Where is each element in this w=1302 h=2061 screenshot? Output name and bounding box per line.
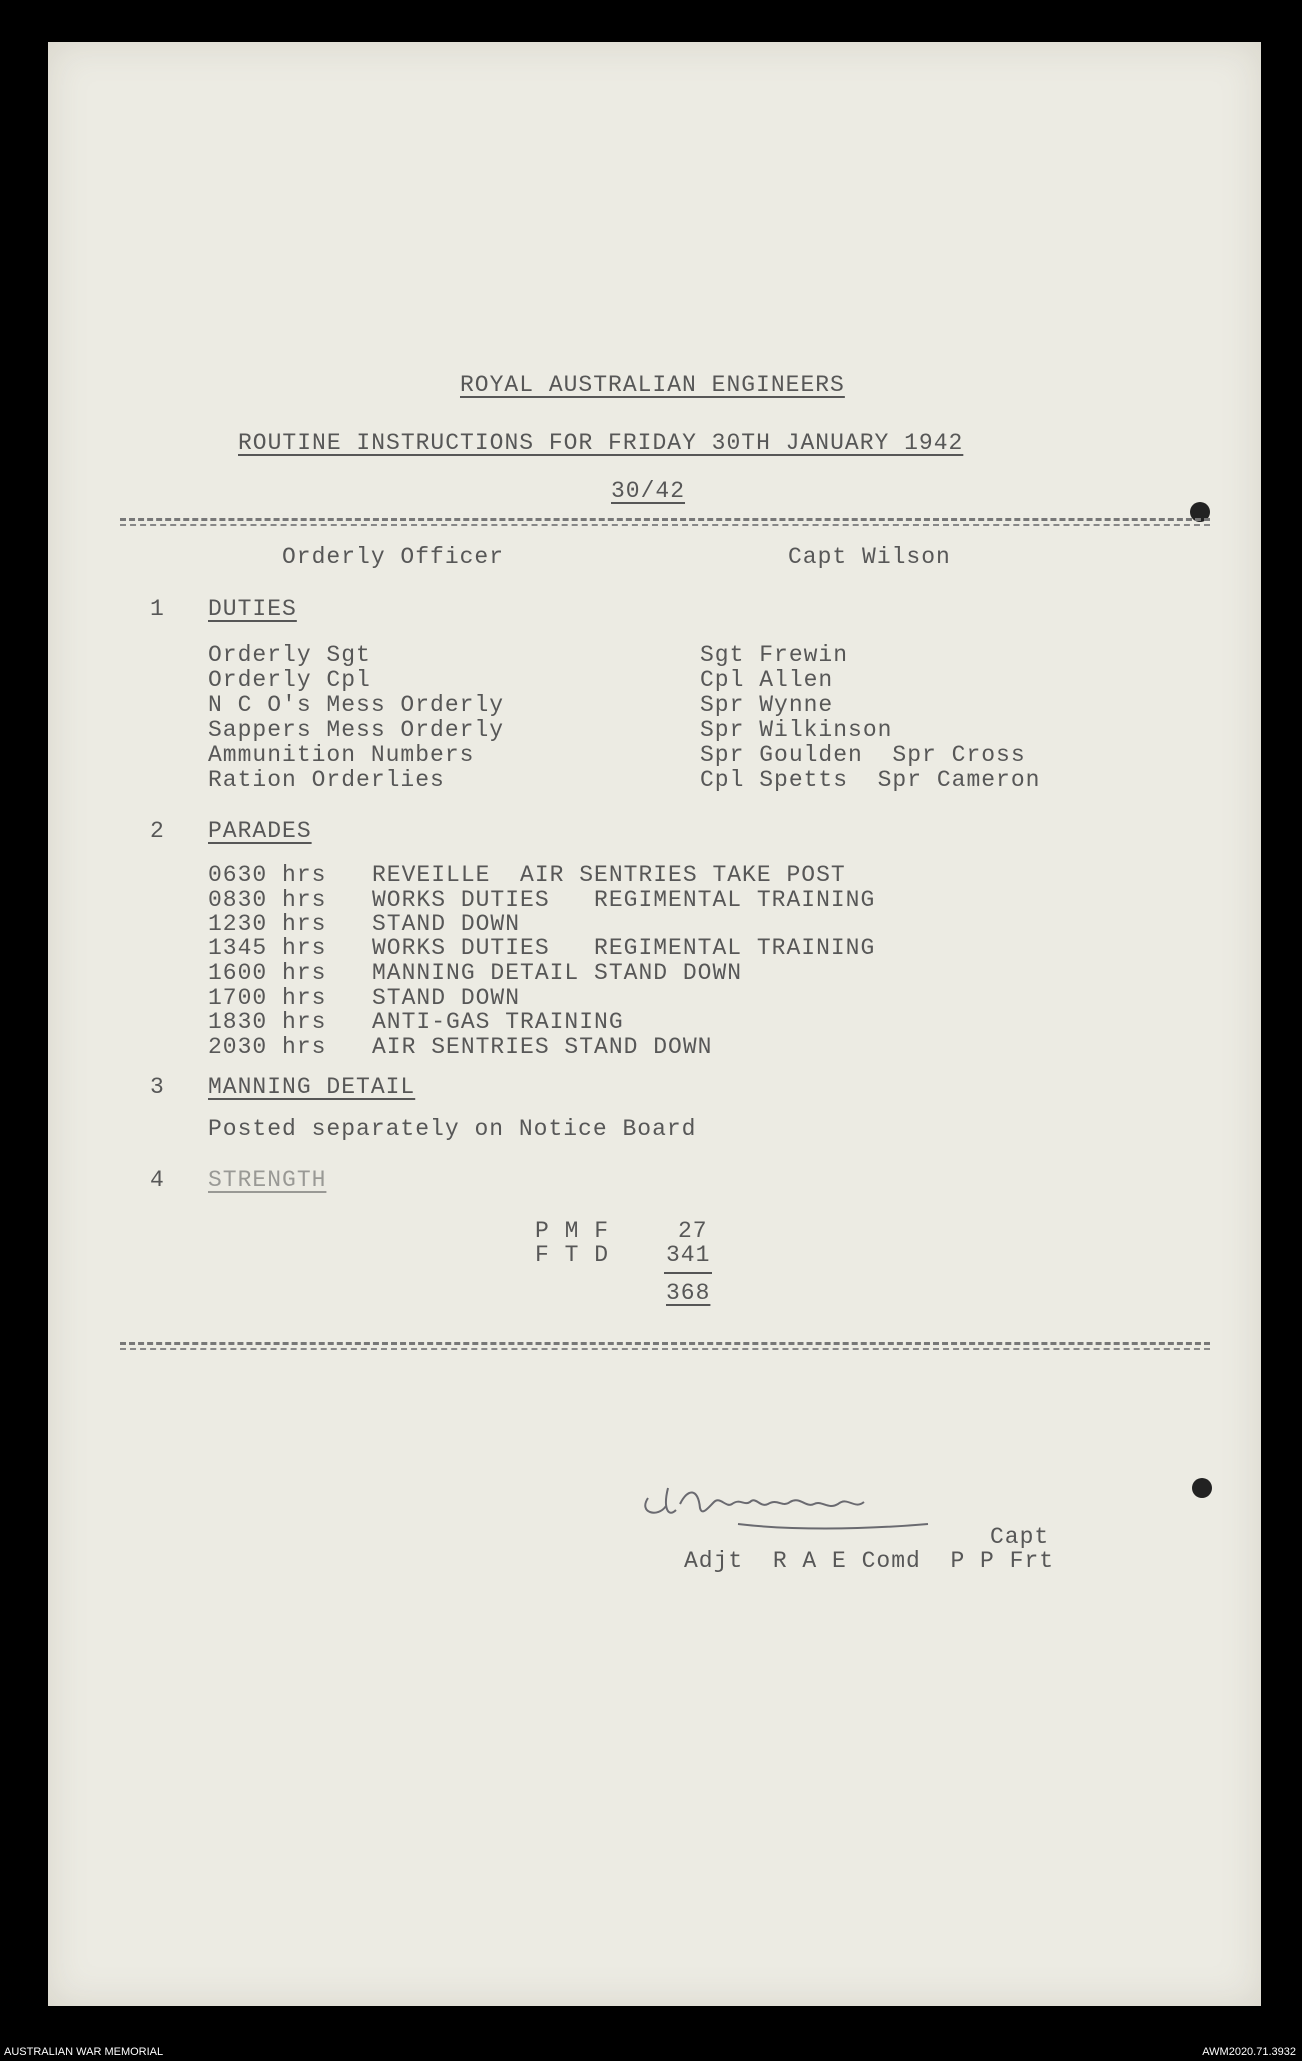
parade-event: STAND DOWN bbox=[372, 985, 521, 1011]
duty-name: Sgt Frewin bbox=[700, 642, 849, 668]
parade-event: MANNING DETAIL STAND DOWN bbox=[372, 960, 743, 986]
section-title-strength: STRENGTH bbox=[208, 1167, 327, 1193]
signature-appointment: Adjt R A E Comd P P Frt bbox=[684, 1548, 1055, 1574]
duty-role: Orderly Cpl bbox=[208, 667, 371, 693]
duty-name: Spr Wilkinson bbox=[700, 717, 893, 743]
parade-event: ANTI-GAS TRAINING bbox=[372, 1009, 624, 1035]
footer-institution: AUSTRALIAN WAR MEMORIAL bbox=[4, 2046, 164, 2058]
parade-time: 1345 hrs bbox=[208, 935, 327, 961]
section-title-manning: MANNING DETAIL bbox=[208, 1074, 416, 1100]
parade-time: 1600 hrs bbox=[208, 960, 327, 986]
punch-hole bbox=[1192, 1478, 1212, 1498]
orderly-officer-label: Orderly Officer bbox=[282, 544, 505, 570]
duty-name: Spr Goulden Spr Cross bbox=[700, 742, 1026, 768]
signature-rank: Capt bbox=[990, 1524, 1050, 1550]
footer-accession-number: AWM2020.71.3932 bbox=[1202, 2046, 1296, 2058]
divider-bottom bbox=[120, 1342, 1210, 1345]
document-title: ROUTINE INSTRUCTIONS FOR FRIDAY 30TH JANUARY 1942 bbox=[238, 430, 964, 456]
parade-time: 1830 hrs bbox=[208, 1009, 327, 1035]
parade-time: 1700 hrs bbox=[208, 985, 327, 1011]
total-rule bbox=[664, 1272, 712, 1274]
section-title-duties: DUTIES bbox=[208, 596, 297, 622]
strength-total: 368 bbox=[666, 1280, 711, 1306]
strength-value: 27 bbox=[678, 1218, 708, 1244]
duty-role: Orderly Sgt bbox=[208, 642, 371, 668]
orderly-officer-value: Capt Wilson bbox=[788, 544, 951, 570]
duty-role: Ration Orderlies bbox=[208, 767, 445, 793]
duty-role: Ammunition Numbers bbox=[208, 742, 475, 768]
divider-top bbox=[120, 518, 1210, 521]
section-number: 3 bbox=[150, 1074, 165, 1100]
section-title-parades: PARADES bbox=[208, 818, 312, 844]
parade-event: WORKS DUTIES REGIMENTAL TRAINING bbox=[372, 887, 876, 913]
parade-event: AIR SENTRIES STAND DOWN bbox=[372, 1034, 713, 1060]
section-number: 1 bbox=[150, 596, 165, 622]
duty-name: Cpl Allen bbox=[700, 667, 834, 693]
section-number: 4 bbox=[150, 1167, 165, 1193]
parade-event: REVEILLE AIR SENTRIES TAKE POST bbox=[372, 862, 846, 888]
parade-time: 0630 hrs bbox=[208, 862, 327, 888]
strength-value: 341 bbox=[666, 1242, 711, 1268]
strength-label: P M F bbox=[535, 1218, 610, 1244]
parade-time: 1230 hrs bbox=[208, 911, 327, 937]
divider-top-2 bbox=[120, 524, 1210, 526]
duty-role: N C O's Mess Orderly bbox=[208, 692, 505, 718]
signature-handwritten bbox=[628, 1468, 968, 1538]
parade-event: STAND DOWN bbox=[372, 911, 521, 937]
duty-name: Spr Wynne bbox=[700, 692, 834, 718]
strength-label: F T D bbox=[535, 1242, 610, 1268]
divider-bottom-2 bbox=[120, 1348, 1210, 1350]
duty-name: Cpl Spetts Spr Cameron bbox=[700, 767, 1041, 793]
parade-event: WORKS DUTIES REGIMENTAL TRAINING bbox=[372, 935, 876, 961]
duty-role: Sappers Mess Orderly bbox=[208, 717, 505, 743]
parade-time: 0830 hrs bbox=[208, 887, 327, 913]
parade-time: 2030 hrs bbox=[208, 1034, 327, 1060]
document-number: 30/42 bbox=[611, 478, 686, 504]
org-heading: ROYAL AUSTRALIAN ENGINEERS bbox=[460, 372, 845, 398]
section-number: 2 bbox=[150, 818, 165, 844]
manning-text: Posted separately on Notice Board bbox=[208, 1116, 697, 1142]
